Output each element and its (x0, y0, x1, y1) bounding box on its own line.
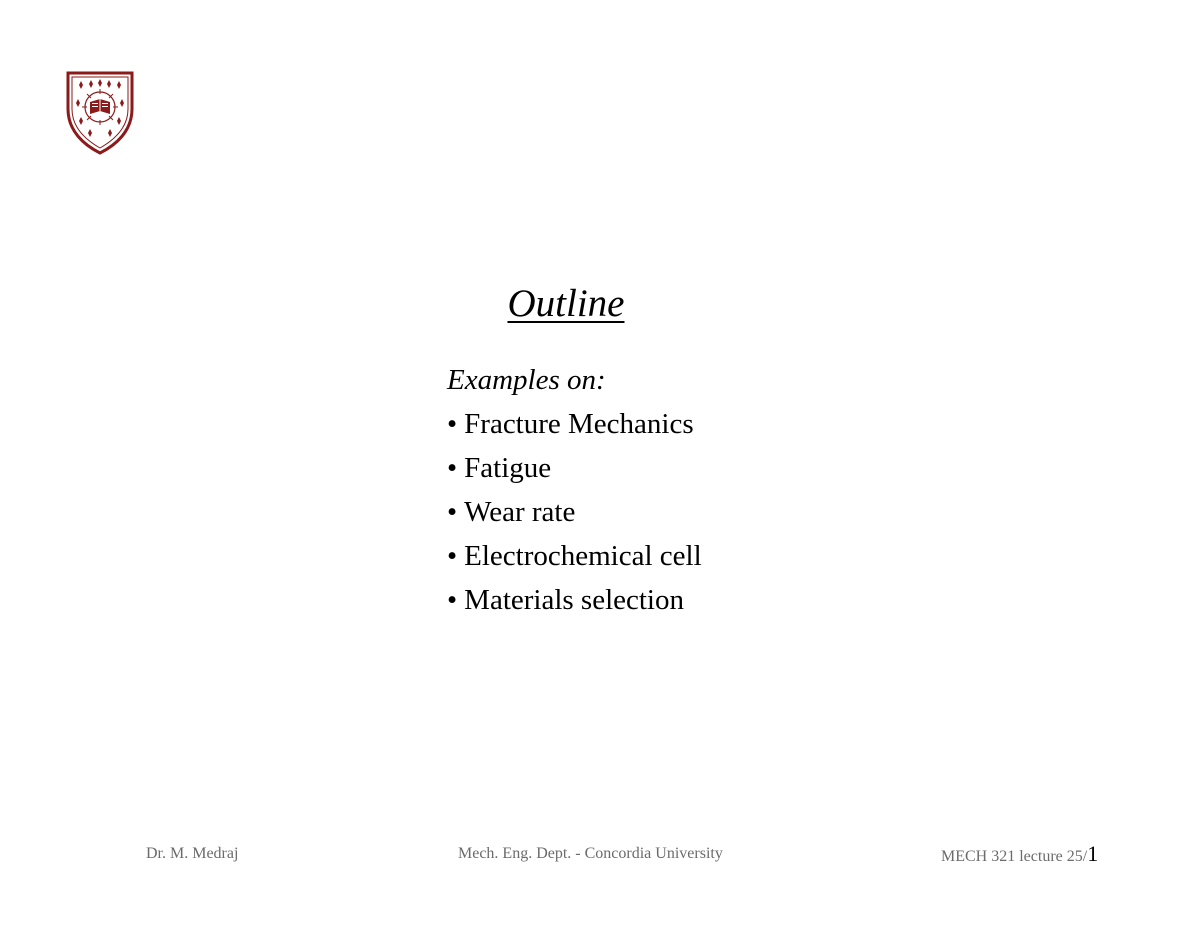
university-crest-icon (64, 69, 136, 155)
bullet-text: Fatigue (464, 452, 552, 484)
bullet-icon: • (447, 540, 458, 572)
footer-lecture (941, 842, 1098, 869)
page-number: 1 (1087, 841, 1099, 866)
bullet-item (447, 402, 702, 446)
bullet-item (447, 534, 702, 578)
footer-department: Mech. Eng. Dept. - Concordia University (458, 845, 723, 862)
footer-author: Dr. M. Medraj (146, 845, 239, 862)
bullet-icon: • (447, 452, 458, 484)
lecture-label: MECH 321 lecture 25/ (941, 848, 1088, 865)
slide-content (447, 358, 702, 622)
bullet-text: Fracture Mechanics (464, 408, 694, 440)
slide-title: Outline (507, 282, 625, 325)
bullet-item (447, 446, 702, 490)
bullet-text: Electrochemical cell (464, 540, 702, 572)
bullet-item (447, 578, 702, 622)
bullet-text: Wear rate (464, 496, 576, 528)
bullet-icon: • (447, 496, 458, 528)
bullet-text: Materials selection (464, 584, 684, 616)
bullet-icon: • (447, 408, 458, 440)
bullet-item (447, 490, 702, 534)
intro-text: Examples on: (447, 364, 606, 396)
bullet-icon: • (447, 584, 458, 616)
